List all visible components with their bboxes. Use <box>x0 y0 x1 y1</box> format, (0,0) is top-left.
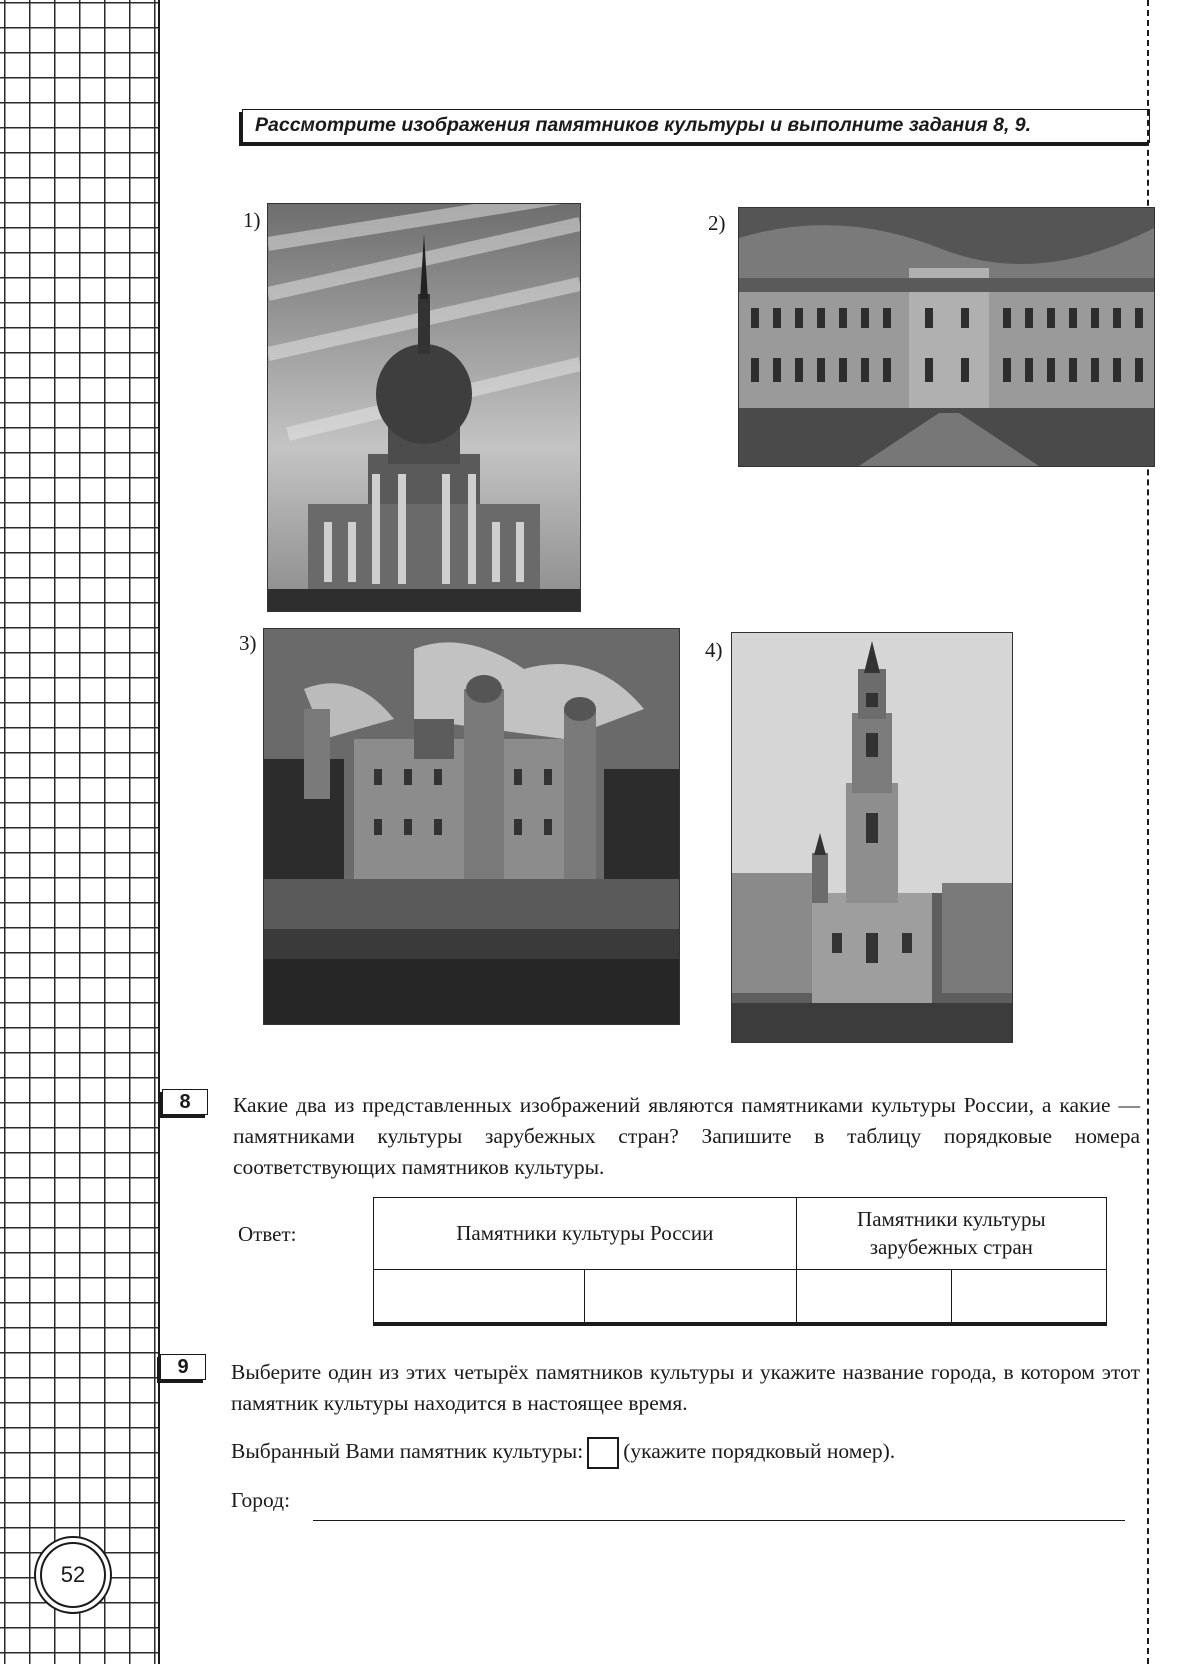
chosen-number-box[interactable] <box>587 1437 619 1469</box>
image-label-1: 1) <box>243 208 261 232</box>
task-8-number: 8 <box>162 1089 208 1115</box>
task-9-number: 9 <box>160 1354 206 1380</box>
answer-cell-russia-1[interactable] <box>374 1269 585 1322</box>
city-input-line[interactable] <box>313 1520 1125 1521</box>
header-foreign-line1: Памятники культуры <box>857 1207 1046 1232</box>
header-russia: Памятники культуры России <box>374 1198 797 1270</box>
answer-label: Ответ: <box>238 1222 297 1246</box>
image-label-2: 2) <box>708 211 726 235</box>
answer-table <box>373 1197 1107 1323</box>
task-8-text: Какие два из представленных изображений являются памятниками культуры России, а какие — памятниками культуры зарубежных стран? Запишите в таблицу порядковые номера соответствующих памятников культуры. <box>233 1093 1140 1179</box>
grid-margin <box>0 0 160 1664</box>
photo-2-palace <box>738 207 1155 467</box>
task-9-text: Выберите один из этих четырёх памятников культуры и укажите название города, в котором этот памятник культуры находится в настоящее время. <box>231 1360 1140 1415</box>
answer-cell-foreign-1[interactable] <box>796 1269 951 1322</box>
answer-cell-foreign-2[interactable] <box>951 1269 1106 1322</box>
header-foreign <box>796 1198 1106 1270</box>
city-label: Город: <box>231 1488 291 1512</box>
page-number-badge <box>34 1536 112 1614</box>
image-label-3: 3) <box>239 631 257 655</box>
answer-cell-russia-2[interactable] <box>585 1269 796 1322</box>
photo-3-castle <box>263 628 680 1025</box>
photo-4-bell-tower <box>731 632 1013 1043</box>
instruction-header: Рассмотрите изображения памятников культуры и выполните задания 8, 9. <box>242 109 1150 143</box>
chosen-label: Выбранный Вами памятник культуры: <box>231 1439 584 1463</box>
page-number: 52 <box>40 1542 106 1608</box>
chosen-row <box>231 1436 1140 1469</box>
photo-1-domed-cathedral <box>267 203 581 612</box>
header-foreign-line2: зарубежных стран <box>869 1235 1033 1260</box>
chosen-hint: (укажите порядковый номер). <box>623 1439 896 1463</box>
image-label-4: 4) <box>705 638 723 662</box>
